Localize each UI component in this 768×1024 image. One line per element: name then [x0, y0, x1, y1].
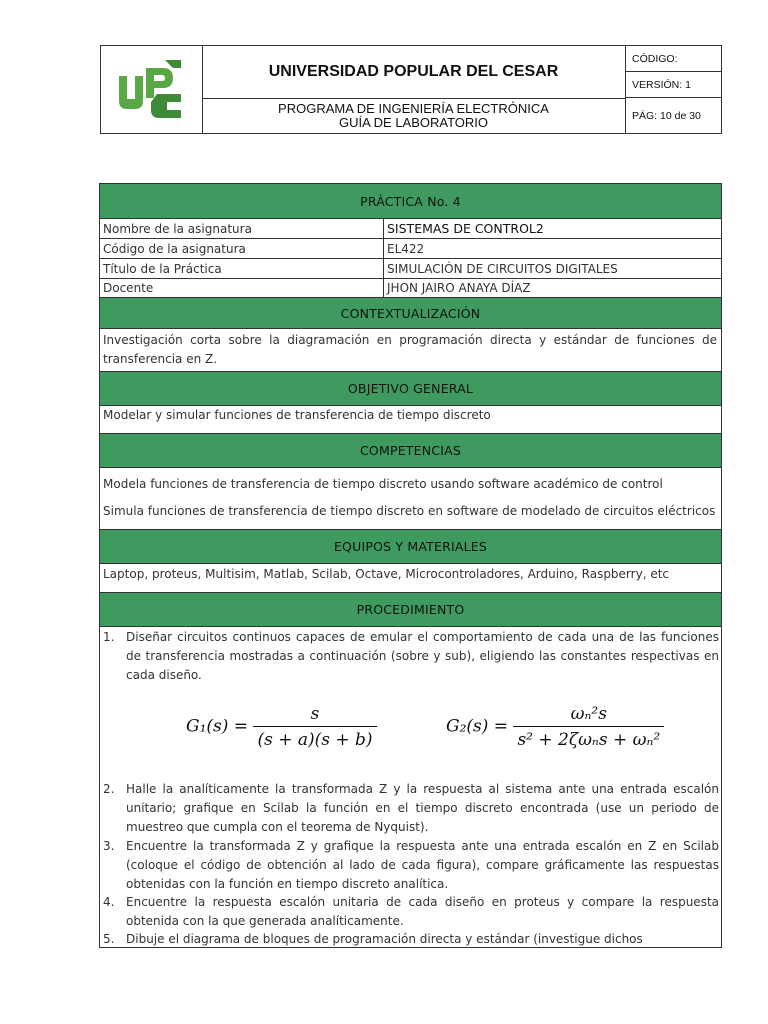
program-name: PROGRAMA DE INGENIERÍA ELECTRÓNICA: [278, 100, 549, 116]
equation-numerator: s: [310, 704, 320, 724]
competency-item: Simula funciones de transferencia de tiempo discreto en software de modelado de circuitos eléctricos: [103, 504, 716, 518]
procedure-step: [103, 930, 719, 948]
document-header: [100, 45, 722, 134]
university-name: UNIVERSIDAD POPULAR DEL CESAR: [202, 46, 626, 99]
info-row-title: [100, 259, 721, 279]
step-number: 1.: [103, 630, 115, 644]
step-number: 3.: [103, 839, 115, 853]
university-logo-icon: [101, 46, 202, 133]
version-label: VERSIÓN: 1: [626, 72, 721, 98]
equipment-text: Laptop, proteus, Multisim, Matlab, Scilab, Octave, Microcontroladores, Arduino, Raspberry, etc: [103, 567, 670, 581]
info-label: Docente: [103, 281, 154, 295]
equation-fraction: [253, 704, 376, 750]
page-label: PÁG: 10 de 30: [632, 109, 701, 122]
procedure-title: PROCEDIMIENTO: [100, 592, 721, 627]
procedure-step: [103, 893, 719, 931]
equation-g2: [446, 704, 664, 750]
info-value: JHON JAIRO ANAYA DÍAZ: [383, 279, 717, 297]
procedure-step: [103, 628, 719, 685]
practice-title: PRÁCTICA No. 4: [100, 184, 721, 219]
program-cell: [202, 98, 626, 133]
info-label: Título de la Práctica: [103, 261, 222, 276]
step-text: Diseñar circuitos continuos capaces de emular el comportamiento de cada una de las funciones de transferencia mostradas a continuación (sobre y sub), eligiendo las constantes respectivas en cada diseño.: [126, 630, 719, 682]
info-value: SIMULACIÓN DE CIRCUITOS DIGITALES: [383, 259, 717, 278]
equation-numerator: ωₙ²s: [570, 704, 607, 724]
info-row-teacher: [100, 279, 721, 298]
objective-title: OBJETIVO GENERAL: [100, 371, 721, 406]
equipment-title: EQUIPOS Y MATERIALES: [100, 529, 721, 564]
logo-cell: [101, 46, 203, 133]
code-label: CÓDIGO:: [626, 46, 721, 72]
equation-lhs: G₂(s) =: [446, 716, 509, 737]
procedure-step: [103, 837, 719, 894]
info-label: Nombre de la asignatura: [103, 221, 252, 236]
step-text: Encuentre la transformada Z y grafique la respuesta ante una entrada escalón en Z en Scilab (coloque el código de obtención al lado de cada figura), compare gráficamente las respuestas obtenidas con la función en tiempo discreto analítica.: [126, 839, 719, 891]
info-row-code: [100, 239, 721, 259]
step-number: 2.: [103, 782, 115, 796]
step-text: Halle la analíticamente la transformada Z y la respuesta al sistema ante una entrada escalón unitario; grafique en Scilab la función en el tiempo discreto encontrada (use un periodo de muestreo que cumpla con el teorema de Nyquist).: [126, 782, 719, 834]
context-text: Investigación corta sobre la diagramación en programación directa y estándar de funciones de transferencia en Z.: [103, 333, 717, 366]
equation-fraction: [513, 704, 664, 750]
step-number: 4.: [103, 895, 115, 909]
equation-lhs: G₁(s) =: [186, 716, 249, 737]
practice-table: [99, 183, 722, 948]
step-text: Encuentre la respuesta escalón unitaria de cada diseño en proteus y compare la respuesta obtenida con la que generada analíticamente.: [126, 895, 719, 928]
info-value: SISTEMAS DE CONTROL2: [383, 219, 717, 238]
procedure-step: [103, 780, 719, 837]
objective-text: Modelar y simular funciones de transferencia de tiempo discreto: [103, 408, 491, 422]
info-row-subject: [100, 219, 721, 239]
info-label: Código de la asignatura: [103, 241, 246, 256]
equation-denominator: s² + 2ζωₙs + ωₙ²: [513, 726, 664, 750]
equation-denominator: (s + a)(s + b): [253, 726, 376, 750]
context-title: CONTEXTUALIZACIÓN: [100, 298, 721, 329]
competency-item: Modela funciones de transferencia de tiempo discreto usando software académico de control: [103, 477, 663, 491]
step-number: 5.: [103, 932, 115, 946]
equation-g1: [186, 704, 377, 750]
info-value: EL422: [383, 239, 717, 258]
guide-name: GUÍA DE LABORATORIO: [338, 114, 489, 130]
competencies-title: COMPETENCIAS: [100, 433, 721, 468]
step-text: Dibuje el diagrama de bloques de programación directa y estándar (investigue dichos: [126, 932, 643, 946]
